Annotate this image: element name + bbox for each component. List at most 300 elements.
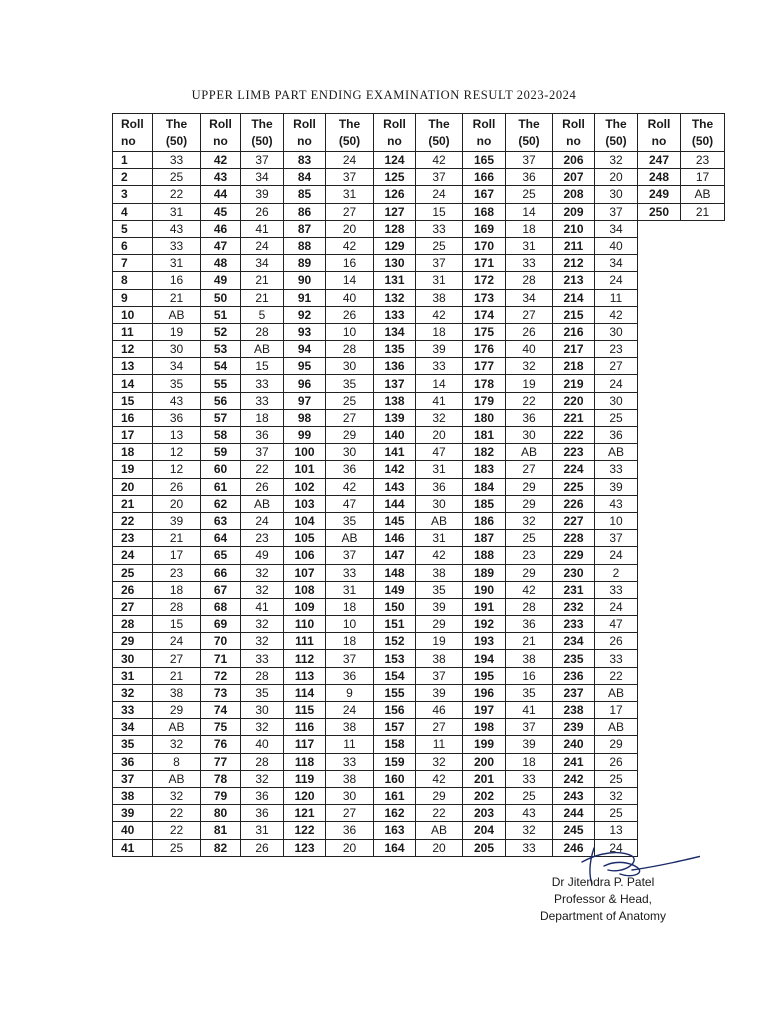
roll-number-cell: 133	[374, 306, 416, 323]
roll-number-cell: 213	[553, 272, 595, 289]
roll-number-cell: 72	[201, 667, 241, 684]
theory-score-cell: 34	[595, 255, 638, 272]
roll-number-cell: 100	[284, 444, 326, 461]
roll-number-cell: 38	[113, 787, 153, 804]
header-theory-score: The (50)	[326, 114, 374, 152]
empty-cell	[681, 289, 725, 306]
roll-number-cell: 173	[463, 289, 506, 306]
table-row	[113, 667, 725, 684]
theory-score-cell: 42	[326, 478, 374, 495]
roll-number-cell: 141	[374, 444, 416, 461]
roll-number-cell: 120	[284, 787, 326, 804]
roll-number-cell: 138	[374, 392, 416, 409]
theory-score-cell: 36	[506, 409, 553, 426]
theory-score-cell: 20	[416, 839, 463, 856]
table-row	[113, 220, 725, 237]
roll-number-cell: 55	[201, 375, 241, 392]
roll-number-cell: 154	[374, 667, 416, 684]
roll-number-cell: 4	[113, 203, 153, 220]
roll-number-cell: 31	[113, 667, 153, 684]
theory-score-cell: 17	[681, 169, 725, 186]
roll-number-cell: 250	[638, 203, 681, 220]
table-row	[113, 736, 725, 753]
roll-number-cell: 134	[374, 323, 416, 340]
roll-number-cell: 32	[113, 684, 153, 701]
roll-number-cell: 215	[553, 306, 595, 323]
table-row	[113, 427, 725, 444]
empty-cell	[638, 375, 681, 392]
theory-score-cell: 24	[241, 237, 284, 254]
table-row	[113, 633, 725, 650]
roll-number-cell: 172	[463, 272, 506, 289]
theory-score-cell: 32	[241, 616, 284, 633]
theory-score-cell: 29	[416, 616, 463, 633]
table-row	[113, 444, 725, 461]
theory-score-cell: 43	[153, 392, 201, 409]
theory-score-cell: 24	[326, 702, 374, 719]
theory-score-cell: 20	[153, 495, 201, 512]
header-theory-score: The (50)	[416, 114, 463, 152]
roll-number-cell: 22	[113, 512, 153, 529]
roll-number-cell: 94	[284, 341, 326, 358]
theory-score-cell: 27	[506, 461, 553, 478]
theory-score-cell: 36	[416, 478, 463, 495]
theory-score-cell: 19	[416, 633, 463, 650]
roll-number-cell: 17	[113, 427, 153, 444]
roll-number-cell: 132	[374, 289, 416, 306]
roll-number-cell: 170	[463, 237, 506, 254]
theory-score-cell: 47	[595, 616, 638, 633]
roll-number-cell: 14	[113, 375, 153, 392]
theory-score-cell: 36	[506, 169, 553, 186]
roll-number-cell: 29	[113, 633, 153, 650]
theory-score-cell: 28	[241, 753, 284, 770]
empty-cell	[681, 702, 725, 719]
empty-cell	[638, 547, 681, 564]
roll-number-cell: 188	[463, 547, 506, 564]
table-row	[113, 323, 725, 340]
theory-score-cell: 46	[416, 702, 463, 719]
empty-cell	[681, 341, 725, 358]
roll-number-cell: 59	[201, 444, 241, 461]
empty-cell	[681, 581, 725, 598]
theory-score-cell: 24	[326, 152, 374, 169]
theory-score-cell: 22	[595, 667, 638, 684]
empty-cell	[681, 616, 725, 633]
empty-cell	[681, 787, 725, 804]
header-theory-score: The (50)	[153, 114, 201, 152]
roll-number-cell: 109	[284, 598, 326, 615]
roll-number-cell: 212	[553, 255, 595, 272]
theory-score-cell: 18	[326, 598, 374, 615]
theory-score-cell: 24	[241, 512, 284, 529]
theory-score-cell: 42	[416, 306, 463, 323]
roll-number-cell: 46	[201, 220, 241, 237]
empty-cell	[681, 444, 725, 461]
theory-score-cell: 16	[153, 272, 201, 289]
roll-number-cell: 87	[284, 220, 326, 237]
roll-number-cell: 105	[284, 530, 326, 547]
theory-score-cell: 33	[506, 839, 553, 856]
theory-score-cell: 40	[595, 237, 638, 254]
roll-number-cell: 20	[113, 478, 153, 495]
roll-number-cell: 44	[201, 186, 241, 203]
roll-number-cell: 217	[553, 341, 595, 358]
theory-score-cell: 17	[153, 547, 201, 564]
theory-score-cell: 33	[595, 461, 638, 478]
theory-score-cell: 23	[595, 341, 638, 358]
roll-number-cell: 203	[463, 805, 506, 822]
theory-score-cell: 21	[153, 530, 201, 547]
theory-score-cell: 25	[506, 787, 553, 804]
table-row	[113, 306, 725, 323]
roll-number-cell: 114	[284, 684, 326, 701]
roll-number-cell: 26	[113, 581, 153, 598]
roll-number-cell: 68	[201, 598, 241, 615]
roll-number-cell: 136	[374, 358, 416, 375]
theory-score-cell: AB	[241, 495, 284, 512]
theory-score-cell: 37	[416, 255, 463, 272]
theory-score-cell: 19	[153, 323, 201, 340]
theory-score-cell: 11	[595, 289, 638, 306]
theory-score-cell: 28	[241, 667, 284, 684]
theory-score-cell: 31	[326, 581, 374, 598]
roll-number-cell: 93	[284, 323, 326, 340]
theory-score-cell: 31	[326, 186, 374, 203]
roll-number-cell: 187	[463, 530, 506, 547]
theory-score-cell: 22	[153, 805, 201, 822]
empty-cell	[638, 478, 681, 495]
roll-number-cell: 153	[374, 650, 416, 667]
roll-number-cell: 160	[374, 770, 416, 787]
roll-number-cell: 112	[284, 650, 326, 667]
empty-cell	[681, 719, 725, 736]
roll-number-cell: 232	[553, 598, 595, 615]
theory-score-cell: 39	[416, 684, 463, 701]
header-theory-score: The (50)	[595, 114, 638, 152]
roll-number-cell: 129	[374, 237, 416, 254]
roll-number-cell: 71	[201, 650, 241, 667]
roll-number-cell: 56	[201, 392, 241, 409]
empty-cell	[681, 323, 725, 340]
theory-score-cell: 37	[241, 152, 284, 169]
roll-number-cell: 123	[284, 839, 326, 856]
empty-cell	[638, 461, 681, 478]
theory-score-cell: 32	[153, 736, 201, 753]
theory-score-cell: 22	[153, 186, 201, 203]
signatory-department: Department of Anatomy	[539, 909, 667, 923]
roll-number-cell: 190	[463, 581, 506, 598]
roll-number-cell: 171	[463, 255, 506, 272]
roll-number-cell: 219	[553, 375, 595, 392]
roll-number-cell: 78	[201, 770, 241, 787]
theory-score-cell: 41	[241, 220, 284, 237]
theory-score-cell: 29	[326, 427, 374, 444]
roll-number-cell: 145	[374, 512, 416, 529]
theory-score-cell: 29	[506, 478, 553, 495]
empty-cell	[638, 392, 681, 409]
roll-number-cell: 184	[463, 478, 506, 495]
roll-number-cell: 128	[374, 220, 416, 237]
roll-number-cell: 103	[284, 495, 326, 512]
theory-score-cell: 32	[416, 409, 463, 426]
theory-score-cell: 33	[326, 564, 374, 581]
theory-score-cell: 23	[241, 530, 284, 547]
roll-number-cell: 199	[463, 736, 506, 753]
table-row	[113, 272, 725, 289]
roll-number-cell: 64	[201, 530, 241, 547]
empty-cell	[681, 736, 725, 753]
roll-number-cell: 198	[463, 719, 506, 736]
roll-number-cell: 111	[284, 633, 326, 650]
empty-cell	[681, 667, 725, 684]
theory-score-cell: 36	[153, 409, 201, 426]
roll-number-cell: 51	[201, 306, 241, 323]
roll-number-cell: 61	[201, 478, 241, 495]
roll-number-cell: 200	[463, 753, 506, 770]
theory-score-cell: 36	[241, 805, 284, 822]
empty-cell	[681, 512, 725, 529]
roll-number-cell: 25	[113, 564, 153, 581]
theory-score-cell: 30	[595, 186, 638, 203]
empty-cell	[681, 375, 725, 392]
theory-score-cell: 36	[595, 427, 638, 444]
theory-score-cell: 42	[416, 547, 463, 564]
theory-score-cell: 37	[416, 169, 463, 186]
theory-score-cell: AB	[153, 306, 201, 323]
roll-number-cell: 6	[113, 237, 153, 254]
theory-score-cell: 33	[241, 650, 284, 667]
theory-score-cell: 24	[595, 547, 638, 564]
roll-number-cell: 66	[201, 564, 241, 581]
empty-cell	[638, 564, 681, 581]
theory-score-cell: 33	[153, 152, 201, 169]
table-row	[113, 495, 725, 512]
theory-score-cell: 33	[416, 220, 463, 237]
theory-score-cell: 43	[595, 495, 638, 512]
roll-number-cell: 96	[284, 375, 326, 392]
theory-score-cell: 25	[153, 839, 201, 856]
empty-cell	[681, 805, 725, 822]
theory-score-cell: 32	[241, 633, 284, 650]
table-row	[113, 702, 725, 719]
roll-number-cell: 223	[553, 444, 595, 461]
theory-score-cell: 39	[416, 598, 463, 615]
roll-number-cell: 142	[374, 461, 416, 478]
empty-cell	[638, 736, 681, 753]
roll-number-cell: 95	[284, 358, 326, 375]
roll-number-cell: 57	[201, 409, 241, 426]
theory-score-cell: 25	[595, 805, 638, 822]
roll-number-cell: 169	[463, 220, 506, 237]
roll-number-cell: 117	[284, 736, 326, 753]
roll-number-cell: 218	[553, 358, 595, 375]
table-row	[113, 650, 725, 667]
theory-score-cell: 42	[416, 152, 463, 169]
roll-number-cell: 146	[374, 530, 416, 547]
empty-cell	[681, 547, 725, 564]
theory-score-cell: AB	[506, 444, 553, 461]
theory-score-cell: 26	[326, 306, 374, 323]
theory-score-cell: 29	[506, 495, 553, 512]
roll-number-cell: 224	[553, 461, 595, 478]
roll-number-cell: 60	[201, 461, 241, 478]
roll-number-cell: 216	[553, 323, 595, 340]
roll-number-cell: 65	[201, 547, 241, 564]
theory-score-cell: 34	[241, 255, 284, 272]
empty-cell	[638, 822, 681, 839]
empty-cell	[681, 237, 725, 254]
theory-score-cell: 23	[506, 547, 553, 564]
empty-cell	[638, 409, 681, 426]
roll-number-cell: 16	[113, 409, 153, 426]
theory-score-cell: 19	[506, 375, 553, 392]
table-row	[113, 598, 725, 615]
table-row	[113, 255, 725, 272]
theory-score-cell: 20	[416, 427, 463, 444]
table-row	[113, 341, 725, 358]
theory-score-cell: 35	[326, 375, 374, 392]
theory-score-cell: 31	[416, 530, 463, 547]
theory-score-cell: 37	[326, 547, 374, 564]
roll-number-cell: 13	[113, 358, 153, 375]
roll-number-cell: 54	[201, 358, 241, 375]
roll-number-cell: 88	[284, 237, 326, 254]
roll-number-cell: 155	[374, 684, 416, 701]
table-row	[113, 358, 725, 375]
roll-number-cell: 158	[374, 736, 416, 753]
roll-number-cell: 69	[201, 616, 241, 633]
roll-number-cell: 113	[284, 667, 326, 684]
roll-number-cell: 204	[463, 822, 506, 839]
table-row	[113, 478, 725, 495]
roll-number-cell: 228	[553, 530, 595, 547]
roll-number-cell: 30	[113, 650, 153, 667]
roll-number-cell: 102	[284, 478, 326, 495]
table-row	[113, 822, 725, 839]
theory-score-cell: 5	[241, 306, 284, 323]
empty-cell	[681, 598, 725, 615]
empty-cell	[638, 787, 681, 804]
table-row	[113, 770, 725, 787]
theory-score-cell: 30	[153, 341, 201, 358]
theory-score-cell: AB	[416, 822, 463, 839]
roll-number-cell: 161	[374, 787, 416, 804]
theory-score-cell: 9	[326, 684, 374, 701]
empty-cell	[638, 616, 681, 633]
theory-score-cell: 33	[595, 650, 638, 667]
roll-number-cell: 156	[374, 702, 416, 719]
theory-score-cell: 11	[416, 736, 463, 753]
empty-cell	[638, 650, 681, 667]
theory-score-cell: 37	[506, 719, 553, 736]
theory-score-cell: 38	[326, 719, 374, 736]
roll-number-cell: 189	[463, 564, 506, 581]
signatory-name: Dr Jitendra P. Patel	[551, 875, 655, 889]
theory-score-cell: 32	[416, 753, 463, 770]
theory-score-cell: 25	[595, 409, 638, 426]
theory-score-cell: 27	[153, 650, 201, 667]
roll-number-cell: 201	[463, 770, 506, 787]
theory-score-cell: 18	[326, 633, 374, 650]
empty-cell	[638, 220, 681, 237]
theory-score-cell: 37	[326, 169, 374, 186]
theory-score-cell: 26	[595, 633, 638, 650]
roll-number-cell: 35	[113, 736, 153, 753]
roll-number-cell: 139	[374, 409, 416, 426]
roll-number-cell: 152	[374, 633, 416, 650]
theory-score-cell: 27	[326, 409, 374, 426]
roll-number-cell: 191	[463, 598, 506, 615]
empty-cell	[638, 598, 681, 615]
theory-score-cell: 33	[241, 392, 284, 409]
theory-score-cell: 24	[595, 598, 638, 615]
roll-number-cell: 34	[113, 719, 153, 736]
theory-score-cell: 40	[326, 289, 374, 306]
theory-score-cell: 41	[416, 392, 463, 409]
theory-score-cell: 27	[595, 358, 638, 375]
result-table	[112, 113, 725, 857]
roll-number-cell: 144	[374, 495, 416, 512]
roll-number-cell: 233	[553, 616, 595, 633]
theory-score-cell: 26	[506, 323, 553, 340]
roll-number-cell: 247	[638, 152, 681, 169]
theory-score-cell: 21	[681, 203, 725, 220]
roll-number-cell: 124	[374, 152, 416, 169]
theory-score-cell: AB	[326, 530, 374, 547]
empty-cell	[681, 495, 725, 512]
theory-score-cell: 36	[326, 667, 374, 684]
theory-score-cell: 32	[506, 822, 553, 839]
theory-score-cell: 27	[416, 719, 463, 736]
theory-score-cell: 33	[595, 581, 638, 598]
roll-number-cell: 148	[374, 564, 416, 581]
theory-score-cell: 26	[153, 478, 201, 495]
header-roll-no: Roll no	[553, 114, 595, 152]
theory-score-cell: 21	[241, 289, 284, 306]
roll-number-cell: 92	[284, 306, 326, 323]
roll-number-cell: 127	[374, 203, 416, 220]
empty-cell	[681, 272, 725, 289]
roll-number-cell: 195	[463, 667, 506, 684]
theory-score-cell: 14	[416, 375, 463, 392]
roll-number-cell: 239	[553, 719, 595, 736]
roll-number-cell: 186	[463, 512, 506, 529]
theory-score-cell: 34	[241, 169, 284, 186]
roll-number-cell: 52	[201, 323, 241, 340]
roll-number-cell: 1	[113, 152, 153, 169]
roll-number-cell: 231	[553, 581, 595, 598]
roll-number-cell: 2	[113, 169, 153, 186]
theory-score-cell: AB	[595, 719, 638, 736]
table-row	[113, 512, 725, 529]
roll-number-cell: 108	[284, 581, 326, 598]
theory-score-cell: 18	[153, 581, 201, 598]
theory-score-cell: 28	[241, 323, 284, 340]
theory-score-cell: 40	[241, 736, 284, 753]
theory-score-cell: 24	[595, 272, 638, 289]
theory-score-cell: 10	[326, 323, 374, 340]
roll-number-cell: 115	[284, 702, 326, 719]
theory-score-cell: 10	[595, 512, 638, 529]
roll-number-cell: 23	[113, 530, 153, 547]
roll-number-cell: 77	[201, 753, 241, 770]
roll-number-cell: 43	[201, 169, 241, 186]
roll-number-cell: 193	[463, 633, 506, 650]
header-roll-no: Roll no	[463, 114, 506, 152]
theory-score-cell: 37	[595, 203, 638, 220]
roll-number-cell: 21	[113, 495, 153, 512]
